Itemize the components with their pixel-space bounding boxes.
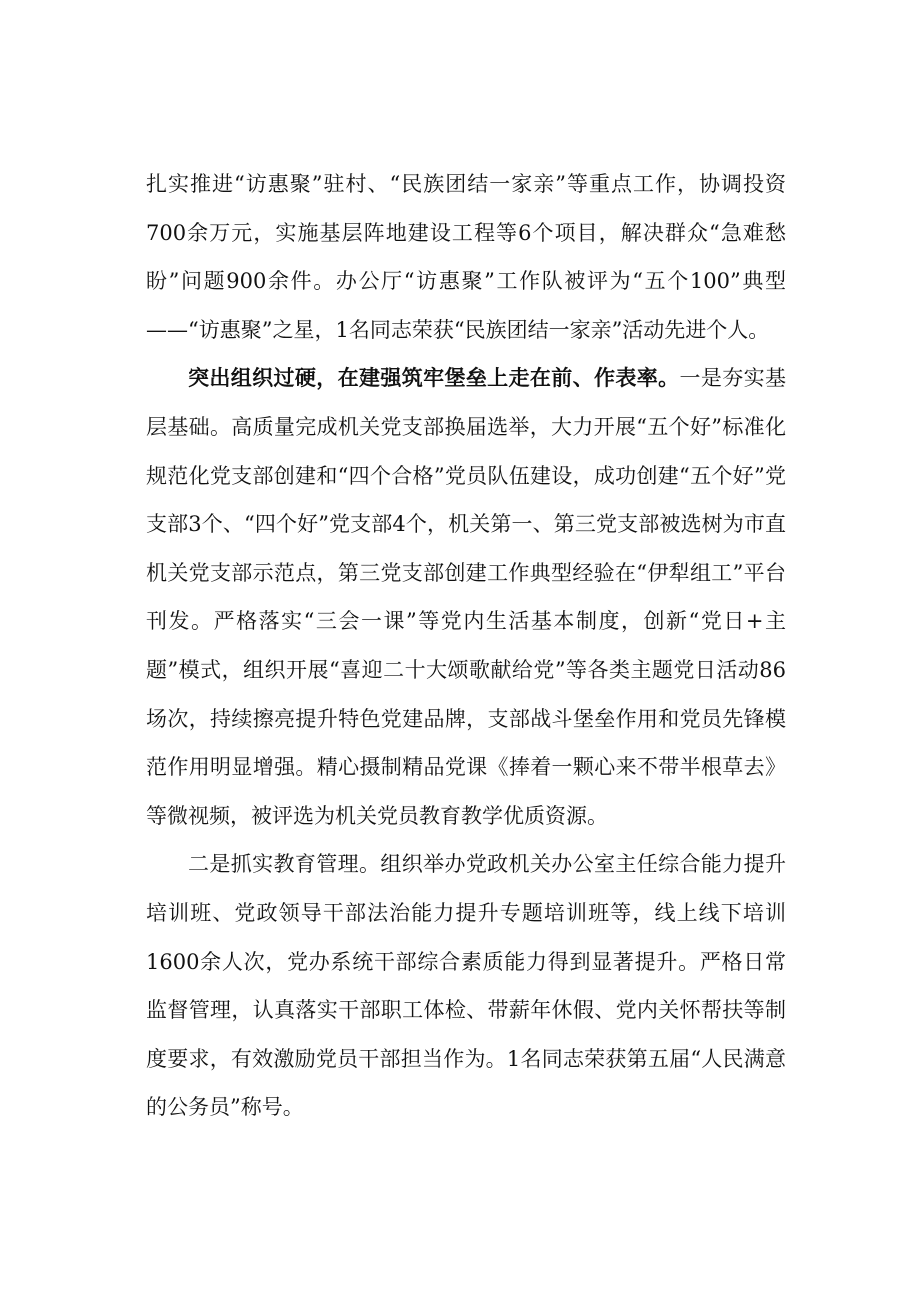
paragraph-1: 扎实推进“访惠聚”驻村、“民族团结一家亲”等重点工作，协调投资700余万元，实施基层阵地建设工程等6个项目，解决群众“急难愁盼”问题900余件。办公厅“访惠聚”工作队被评为“五个100”典型——“访惠聚”之星，1名同志荣获“民族团结一家亲”活动先进个人。 bbox=[146, 172, 786, 342]
paragraph-2-heading: 突出组织过硬，在建强筑牢堡垒上走在前、作表率。 bbox=[188, 365, 680, 391]
paragraph-3: 二是抓实教育管理。组织举办党政机关办公室主任综合能力提升培训班、党政领导干部法治能力提升专题培训班等，线上线下培训1600余人次，党办系统干部综合素质能力得到显著提升。严格日常监督管理，认真落实干部职工体检、带薪年休假、党内关怀帮扶等制度要求，有效激励党员干部担当作为。1名同志荣获第五届“人民满意的公务员”称号。 bbox=[146, 852, 786, 1120]
document-body bbox=[146, 160, 786, 1132]
paragraph-2-body: 一是夯实基层基础。高质量完成机关党支部换届选举，大力开展“五个好”标准化规范化党支部创建和“四个合格”党员队伍建设，成功创建“五个好”党支部3个、“四个好”党支部4个，机关第一、第三党支部被选树为市直机关党支部示范点，第三党支部创建工作典型经验在“伊犁组工”平台刊发。严格落实“三会一课”等党内生活基本制度，创新“党日+主题”模式，组织开展“喜迎二十大颂歌献给党”等各类主题党日活动86场次，持续擦亮提升特色党建品牌，支部战斗堡垒作用和党员先锋模范作用明显增强。精心摄制精品党课《捧着一颗心来不带半根草去》等微视频，被评选为机关党员教育教学优质资源。 bbox=[146, 366, 787, 828]
paragraph-2 bbox=[146, 354, 786, 840]
